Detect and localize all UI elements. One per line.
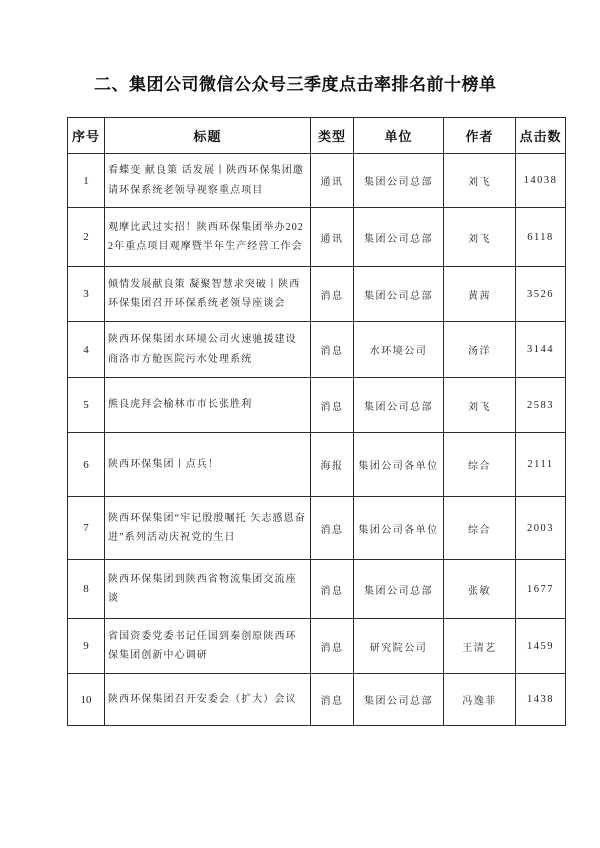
- ranking-table: [67, 117, 566, 726]
- cell-unit: 集团公司总部: [354, 674, 444, 726]
- table-row: [68, 208, 566, 267]
- cell-no: 7: [68, 497, 105, 560]
- table-row: [68, 619, 566, 674]
- column-header-no: 序号: [68, 118, 105, 154]
- cell-no: 1: [68, 154, 105, 208]
- cell-type: 海报: [311, 433, 354, 497]
- cell-unit: 水环境公司: [354, 322, 444, 378]
- cell-clicks: 1459: [516, 619, 566, 674]
- cell-author: 冯逸菲: [444, 674, 516, 726]
- cell-unit: 集团公司总部: [354, 267, 444, 322]
- table-row: [68, 433, 566, 497]
- table-body: [68, 154, 566, 726]
- table-row: [68, 560, 566, 619]
- cell-title: 陕西环保集团水环境公司火速驰援建设商洛市方舱医院污水处理系统: [105, 322, 311, 378]
- cell-title: 看蝶变 献良策 话发展丨陕西环保集团邀请环保系统老领导视察重点项目: [105, 154, 311, 208]
- table-row: [68, 674, 566, 726]
- cell-clicks: 2003: [516, 497, 566, 560]
- cell-title: 倾情发展献良策 凝聚智慧求突破丨陕西环保集团召开环保系统老领导座谈会: [105, 267, 311, 322]
- cell-author: 刘飞: [444, 154, 516, 208]
- cell-type: 通讯: [311, 208, 354, 267]
- cell-author: 汤洋: [444, 322, 516, 378]
- cell-clicks: 3144: [516, 322, 566, 378]
- column-header-type: 类型: [311, 118, 354, 154]
- cell-author: 刘飞: [444, 208, 516, 267]
- cell-author: 黄茜: [444, 267, 516, 322]
- cell-title: 熊良虎拜会榆林市市长张胜利: [105, 378, 311, 433]
- cell-no: 2: [68, 208, 105, 267]
- cell-clicks: 6118: [516, 208, 566, 267]
- cell-title: 陕西环保集团召开安委会（扩大）会议: [105, 674, 311, 726]
- cell-clicks: 1438: [516, 674, 566, 726]
- cell-no: 9: [68, 619, 105, 674]
- cell-clicks: 2583: [516, 378, 566, 433]
- cell-type: 消息: [311, 560, 354, 619]
- table-row: [68, 154, 566, 208]
- cell-title: 陕西环保集团丨点兵！: [105, 433, 311, 497]
- cell-author: 综合: [444, 497, 516, 560]
- cell-unit: 集团公司总部: [354, 208, 444, 267]
- cell-unit: 集团公司各单位: [354, 433, 444, 497]
- cell-type: 消息: [311, 267, 354, 322]
- cell-type: 消息: [311, 674, 354, 726]
- cell-unit: 集团公司各单位: [354, 497, 444, 560]
- cell-type: 通讯: [311, 154, 354, 208]
- cell-no: 8: [68, 560, 105, 619]
- table-row: [68, 378, 566, 433]
- cell-type: 消息: [311, 378, 354, 433]
- cell-type: 消息: [311, 619, 354, 674]
- cell-title: 陕西环保集团“牢记殷殷嘱托 矢志感恩奋进”系列活动庆祝党的生日: [105, 497, 311, 560]
- cell-clicks: 3526: [516, 267, 566, 322]
- table-header-row: [68, 118, 566, 154]
- cell-title: 陕西环保集团到陕西省物流集团交流座谈: [105, 560, 311, 619]
- table-header: [68, 118, 566, 154]
- cell-type: 消息: [311, 322, 354, 378]
- column-header-title: 标题: [105, 118, 311, 154]
- cell-clicks: 1677: [516, 560, 566, 619]
- cell-no: 4: [68, 322, 105, 378]
- cell-author: 刘飞: [444, 378, 516, 433]
- cell-no: 6: [68, 433, 105, 497]
- cell-author: 张敏: [444, 560, 516, 619]
- cell-no: 10: [68, 674, 105, 726]
- table-row: [68, 322, 566, 378]
- cell-author: 综合: [444, 433, 516, 497]
- column-header-clicks: 点击数: [516, 118, 566, 154]
- cell-unit: 集团公司总部: [354, 378, 444, 433]
- column-header-unit: 单位: [354, 118, 444, 154]
- cell-clicks: 2111: [516, 433, 566, 497]
- cell-unit: 集团公司总部: [354, 154, 444, 208]
- cell-author: 王清艺: [444, 619, 516, 674]
- table-row: [68, 267, 566, 322]
- table-row: [68, 497, 566, 560]
- cell-unit: 研究院公司: [354, 619, 444, 674]
- cell-unit: 集团公司总部: [354, 560, 444, 619]
- column-header-author: 作者: [444, 118, 516, 154]
- cell-no: 5: [68, 378, 105, 433]
- cell-no: 3: [68, 267, 105, 322]
- page-title: 二、集团公司微信公众号三季度点击率排名前十榜单: [94, 75, 497, 94]
- cell-clicks: 14038: [516, 154, 566, 208]
- cell-title: 观摩比武过实招！陕西环保集团举办2022年重点项目观摩暨半年生产经营工作会: [105, 208, 311, 267]
- cell-title: 省国资委党委书记任国到秦创原陕西环保集团创新中心调研: [105, 619, 311, 674]
- cell-type: 消息: [311, 497, 354, 560]
